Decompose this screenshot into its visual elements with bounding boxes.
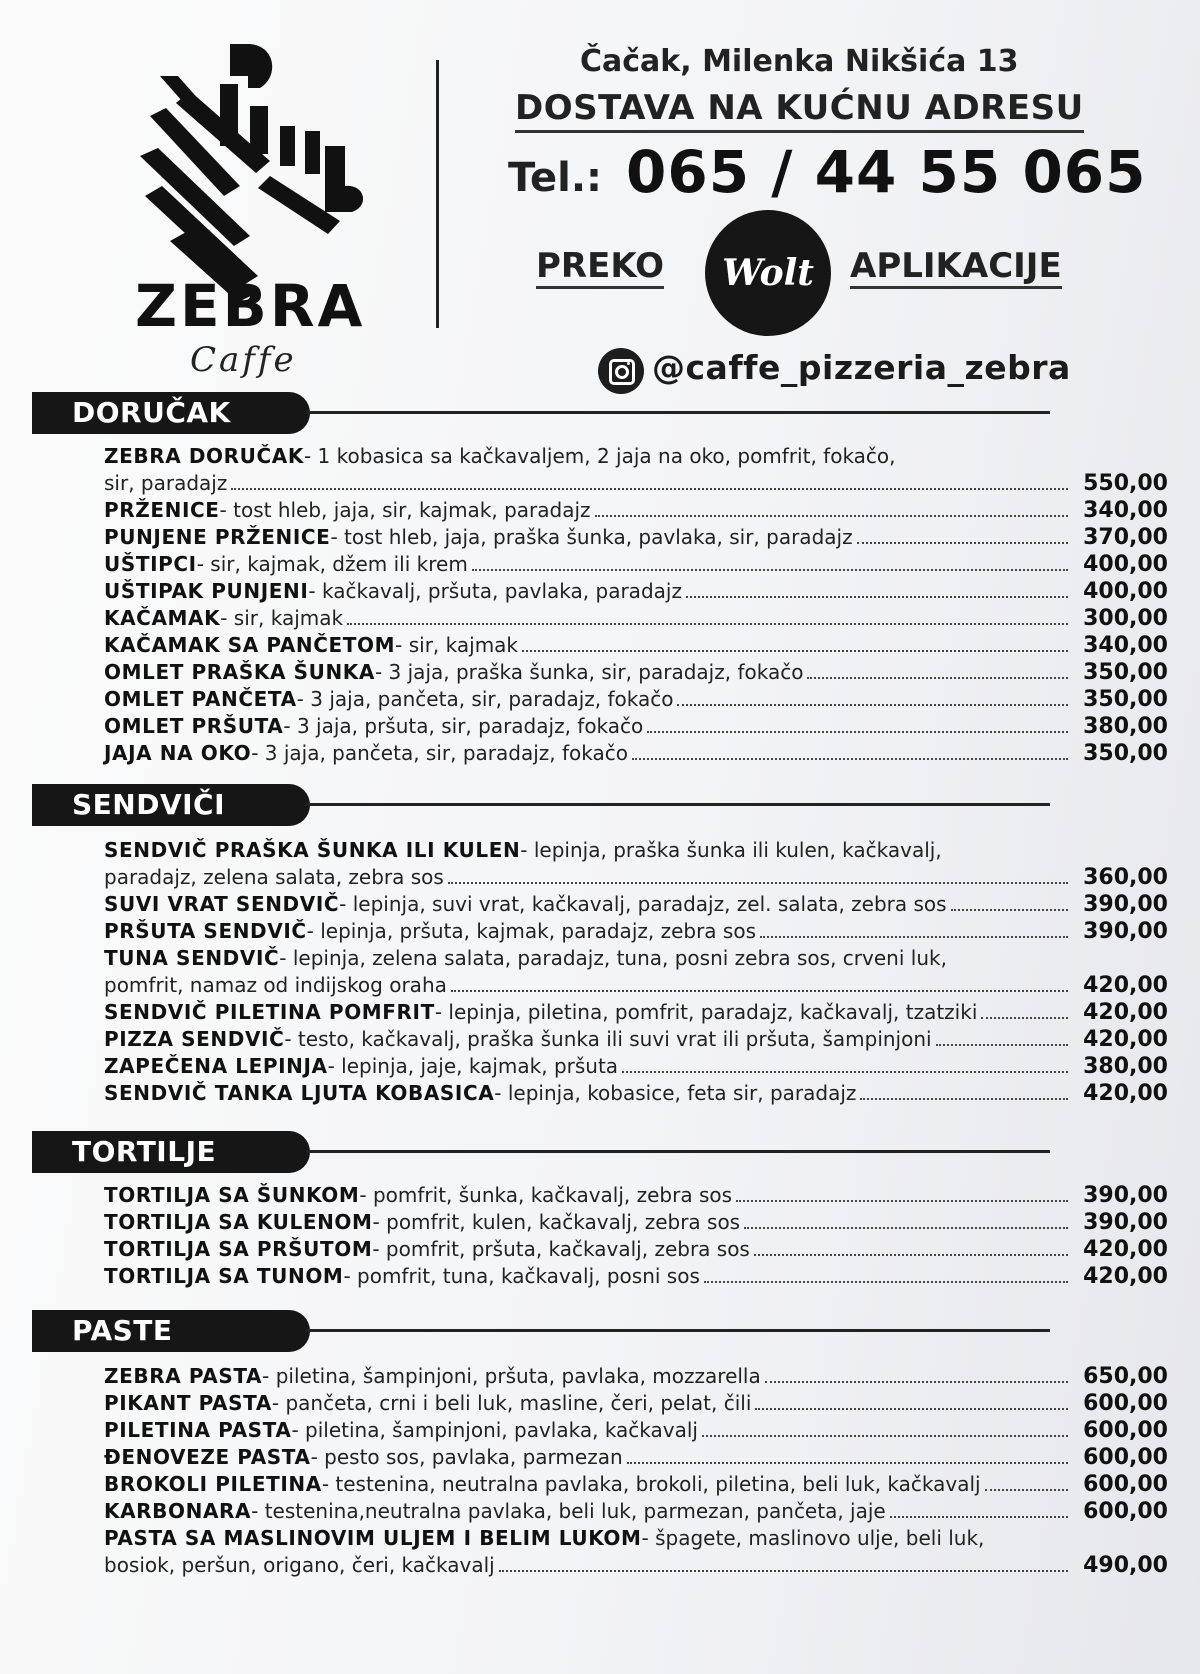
- menu-item-price: 380,00: [1083, 714, 1168, 739]
- section-title: PASTE: [72, 1314, 173, 1347]
- menu-item-name: OMLET PANČETA: [104, 687, 297, 711]
- menu-item-line: [104, 470, 1168, 497]
- menu-item: [104, 1026, 1168, 1053]
- menu-item-price: 350,00: [1083, 687, 1168, 712]
- menu-item-line: [104, 1552, 1168, 1579]
- menu-item-price: 490,00: [1083, 1553, 1168, 1578]
- dot-leader: [981, 1017, 1068, 1019]
- menu-item: [104, 891, 1168, 918]
- menu-item: [104, 1498, 1168, 1525]
- menu-item-line: [104, 686, 1168, 713]
- wolt-app-text: APLIKACIJE: [850, 246, 1062, 289]
- menu-item-description: - tost hleb, jaja, sir, kajmak, paradajz: [219, 498, 591, 522]
- menu-item: [104, 1390, 1168, 1417]
- menu-item-price: 600,00: [1083, 1391, 1168, 1416]
- menu-item-price: 420,00: [1083, 1027, 1168, 1052]
- dot-leader: [755, 1408, 1068, 1410]
- menu-item-name: UŠTIPCI: [104, 552, 197, 576]
- section-rule: [306, 411, 1050, 414]
- menu-item-line: [104, 918, 1168, 945]
- menu-item: [104, 1080, 1168, 1107]
- menu-item-price: 600,00: [1083, 1499, 1168, 1524]
- dot-leader: [951, 909, 1068, 911]
- menu-item-line: [104, 837, 1168, 864]
- menu-item-description: - 3 jaja, pančeta, sir, paradajz, fokačo: [251, 741, 628, 765]
- section-title: SENDVIČI: [72, 788, 226, 821]
- menu-item-description: - lepinja, kobasice, feta sir, paradajz: [494, 1081, 857, 1105]
- menu-item-name: TORTILJA SA PRŠUTOM: [104, 1237, 373, 1261]
- menu-item-description: - 3 jaja, pršuta, sir, paradajz, fokačo: [283, 714, 644, 738]
- dot-leader: [890, 1516, 1068, 1518]
- dot-leader: [448, 882, 1068, 884]
- menu-item-line: [104, 945, 1168, 972]
- menu-item-description: - testenina,neutralna pavlaka, beli luk, parmezan, pančeta, jaje: [251, 1499, 886, 1523]
- menu-item-price: 390,00: [1083, 892, 1168, 917]
- section-rule: [306, 803, 1050, 806]
- menu-item-name: ĐENOVEZE PASTA: [104, 1445, 311, 1469]
- menu-item-price: 650,00: [1083, 1364, 1168, 1389]
- menu-item: [104, 918, 1168, 945]
- menu-item-line: [104, 740, 1168, 767]
- menu-item-description: - piletina, šampinjoni, pršuta, pavlaka, mozzarella: [262, 1364, 761, 1388]
- menu-item-description-cont: bosiok, peršun, origano, čeri, kačkavalj: [104, 1553, 495, 1577]
- menu-item: [104, 605, 1168, 632]
- menu-item: [104, 497, 1168, 524]
- dot-leader: [522, 650, 1068, 652]
- dot-leader: [702, 1435, 1068, 1437]
- menu-item-line: [104, 713, 1168, 740]
- phone-label: Tel.:: [508, 155, 603, 201]
- menu-item-price: 400,00: [1083, 579, 1168, 604]
- menu-item-price: 390,00: [1083, 919, 1168, 944]
- dot-leader: [760, 936, 1068, 938]
- menu-item-price: 420,00: [1083, 1237, 1168, 1262]
- menu-item-list: [104, 1363, 1168, 1579]
- menu-item-description: - 3 jaja, praška šunka, sir, paradajz, fokačo: [374, 660, 804, 684]
- menu-item-description: - lepinja, piletina, pomfrit, paradajz, kačkavalj, tzatziki: [434, 1000, 978, 1024]
- menu-item-name: PIKANT PASTA: [104, 1391, 272, 1415]
- menu-item-line: [104, 1236, 1168, 1263]
- menu-item-line: [104, 1363, 1168, 1390]
- menu-item-price: 600,00: [1083, 1418, 1168, 1443]
- menu-item-line: [104, 1026, 1168, 1053]
- menu-item-price: 360,00: [1083, 865, 1168, 890]
- menu-item-line: [104, 864, 1168, 891]
- dot-leader: [451, 990, 1068, 992]
- menu-item-line: [104, 1080, 1168, 1107]
- dot-leader: [647, 731, 1068, 733]
- menu-item: [104, 740, 1168, 767]
- menu-item-name: ZEBRA PASTA: [104, 1364, 263, 1388]
- menu-item-price: 380,00: [1083, 1054, 1168, 1079]
- dot-leader: [936, 1044, 1068, 1046]
- menu-item-name: SENDVIČ TANKA LJUTA KOBASICA: [104, 1081, 495, 1105]
- section-title: DORUČAK: [72, 396, 231, 429]
- menu-item: [104, 1525, 1168, 1579]
- dot-leader: [347, 623, 1068, 625]
- menu-item: [104, 837, 1168, 891]
- menu-item-description: - tost hleb, jaja, praška šunka, pavlaka, sir, paradajz: [330, 525, 853, 549]
- menu-item-line: [104, 1209, 1168, 1236]
- menu-item-name: SUVI VRAT SENDVIČ: [104, 892, 340, 916]
- menu-section: [0, 1131, 1200, 1289]
- menu-item-name: TORTILJA SA KULENOM: [104, 1210, 373, 1234]
- menu-item-description: - pomfrit, šunka, kačkavalj, zebra sos: [359, 1183, 733, 1207]
- menu-item: [104, 1263, 1168, 1290]
- menu-item: [104, 524, 1168, 551]
- menu-item-name: SENDVIČ PILETINA POMFRIT: [104, 1000, 435, 1024]
- menu-item-price: 550,00: [1083, 471, 1168, 496]
- menu-item-description: - pomfrit, pršuta, kačkavalj, zebra sos: [372, 1237, 750, 1261]
- menu-item-description: - pančeta, crni i beli luk, masline, čeri, pelat, čili: [271, 1391, 752, 1415]
- menu-item-description: - lepinja, praška šunka ili kulen, kačkavalj,: [520, 838, 942, 862]
- menu-item-price: 400,00: [1083, 552, 1168, 577]
- menu-item: [104, 1417, 1168, 1444]
- menu-item-name: ZEBRA DORUČAK: [104, 444, 304, 468]
- menu-item-line: [104, 1390, 1168, 1417]
- dot-leader: [744, 1227, 1068, 1229]
- menu-item-description: - 1 kobasica sa kačkavaljem, 2 jaja na oko, pomfrit, fokačo,: [303, 444, 896, 468]
- menu-item: [104, 945, 1168, 999]
- menu-item-price: 340,00: [1083, 633, 1168, 658]
- dot-leader: [754, 1254, 1068, 1256]
- address: Čačak, Milenka Nikšića 13: [580, 44, 1019, 79]
- section-rule: [306, 1329, 1050, 1332]
- menu-item: [104, 659, 1168, 686]
- menu-item-name: KARBONARA: [104, 1499, 252, 1523]
- menu-item-description: - piletina, šampinjoni, pavlaka, kačkavalj: [291, 1418, 698, 1442]
- menu-item: [104, 1236, 1168, 1263]
- menu-item: [104, 686, 1168, 713]
- menu-item-price: 420,00: [1083, 1264, 1168, 1289]
- menu-item-line: [104, 1053, 1168, 1080]
- menu-item-price: 420,00: [1083, 973, 1168, 998]
- menu-item-price: 390,00: [1083, 1210, 1168, 1235]
- dot-leader: [857, 542, 1068, 544]
- menu-item-list: [104, 1182, 1168, 1290]
- dot-leader: [472, 569, 1068, 571]
- menu-item: [104, 1209, 1168, 1236]
- menu-item-name: TORTILJA SA TUNOM: [104, 1264, 344, 1288]
- menu-item-line: [104, 1525, 1168, 1552]
- menu-item-description: - lepinja, pršuta, kajmak, paradajz, zebra sos: [306, 919, 756, 943]
- menu-item: [104, 443, 1168, 497]
- dot-leader: [632, 758, 1068, 760]
- menu-item-line: [104, 632, 1168, 659]
- dot-leader: [677, 704, 1068, 706]
- menu-item-name: KAČAMAK: [104, 606, 221, 630]
- menu-item-description: - pomfrit, tuna, kačkavalj, posni sos: [343, 1264, 700, 1288]
- delivery-notice: DOSTAVA NA KUĆNU ADRESU: [515, 88, 1084, 133]
- menu-item-description-cont: paradajz, zelena salata, zebra sos: [104, 865, 444, 889]
- menu-item-price: 600,00: [1083, 1445, 1168, 1470]
- menu-item-description: - špagete, maslinovo ulje, beli luk,: [641, 1526, 985, 1550]
- menu-item: [104, 1363, 1168, 1390]
- menu-item-price: 350,00: [1083, 660, 1168, 685]
- dot-leader: [765, 1381, 1068, 1383]
- menu-item-description-cont: pomfrit, namaz od indijskog oraha: [104, 973, 447, 997]
- menu-item: [104, 632, 1168, 659]
- menu-item-name: ZAPEČENA LEPINJA: [104, 1054, 328, 1078]
- menu-item-line: [104, 605, 1168, 632]
- menu-item-line: [104, 1182, 1168, 1209]
- brand-name: ZEBRA: [135, 272, 366, 340]
- menu-item-name: BROKOLI PILETINA: [104, 1472, 322, 1496]
- menu-item-price: 350,00: [1083, 741, 1168, 766]
- menu-item-name: KAČAMAK SA PANČETOM: [104, 633, 396, 657]
- dot-leader: [595, 515, 1068, 517]
- menu-item-description: - sir, kajmak: [220, 606, 344, 630]
- menu-item-line: [104, 1263, 1168, 1290]
- menu-item-price: 420,00: [1083, 1081, 1168, 1106]
- menu-item-description: - pomfrit, kulen, kačkavalj, zebra sos: [372, 1210, 741, 1234]
- section-header: [0, 392, 1200, 434]
- menu-item-name: PIZZA SENDVIČ: [104, 1027, 285, 1051]
- menu-item-list: [104, 837, 1168, 1107]
- dot-leader: [627, 1462, 1068, 1464]
- phone-number[interactable]: 065 / 44 55 065: [626, 138, 1147, 206]
- menu-item-price: 340,00: [1083, 498, 1168, 523]
- menu-item-name: OMLET PRŠUTA: [104, 714, 284, 738]
- menu-item-description: - kačkavalj, pršuta, pavlaka, paradajz: [308, 579, 682, 603]
- section-header: [0, 784, 1200, 826]
- menu-item-line: [104, 1471, 1168, 1498]
- menu-item-description: - lepinja, zelena salata, paradajz, tuna, posni zebra sos, crveni luk,: [279, 946, 947, 970]
- dot-leader: [622, 1071, 1068, 1073]
- menu-item-line: [104, 1444, 1168, 1471]
- menu-item: [104, 578, 1168, 605]
- menu-item-name: OMLET PRAŠKA ŠUNKA: [104, 660, 375, 684]
- dot-leader: [231, 488, 1068, 490]
- menu-item-line: [104, 443, 1168, 470]
- brand-subtitle: Caffe: [190, 340, 297, 380]
- dot-leader: [985, 1489, 1068, 1491]
- dot-leader: [499, 1570, 1068, 1572]
- menu-item-name: PRŽENICE: [104, 498, 220, 522]
- menu-item: [104, 1182, 1168, 1209]
- menu-item: [104, 551, 1168, 578]
- menu-item-line: [104, 497, 1168, 524]
- menu-item: [104, 1471, 1168, 1498]
- section-rule: [306, 1150, 1050, 1153]
- dot-leader: [736, 1200, 1068, 1202]
- menu-section: [0, 392, 1200, 766]
- section-title: TORTILJE: [72, 1135, 217, 1168]
- dot-leader: [807, 677, 1068, 679]
- menu-section: [0, 784, 1200, 1106]
- menu-item-description: - pesto sos, pavlaka, parmezan: [310, 1445, 623, 1469]
- dot-leader: [686, 596, 1068, 598]
- menu-item-line: [104, 578, 1168, 605]
- menu-item-description: - lepinja, suvi vrat, kačkavalj, paradajz, zel. salata, zebra sos: [339, 892, 947, 916]
- section-header: [0, 1310, 1200, 1352]
- menu-item-description: - testo, kačkavalj, praška šunka ili suvi vrat ili pršuta, šampinjoni: [284, 1027, 932, 1051]
- menu-item-line: [104, 659, 1168, 686]
- menu-item-name: PASTA SA MASLINOVIM ULJEM I BELIM LUKOM: [104, 1526, 642, 1550]
- header-divider: [436, 60, 439, 328]
- menu-item-line: [104, 524, 1168, 551]
- menu-section: [0, 1310, 1200, 1578]
- menu-item-name: SENDVIČ PRAŠKA ŠUNKA ILI KULEN: [104, 838, 521, 862]
- menu-item-list: [104, 443, 1168, 767]
- menu-item-description-cont: sir, paradajz: [104, 471, 228, 495]
- menu-item-price: 420,00: [1083, 1000, 1168, 1025]
- dot-leader: [860, 1098, 1068, 1100]
- wolt-logo-text: Wolt: [722, 252, 814, 294]
- menu-item: [104, 713, 1168, 740]
- menu-item-name: PUNJENE PRŽENICE: [104, 525, 331, 549]
- menu-item-description: - sir, kajmak, džem ili krem: [196, 552, 468, 576]
- menu-item-line: [104, 891, 1168, 918]
- menu-item: [104, 999, 1168, 1026]
- menu-item-price: 370,00: [1083, 525, 1168, 550]
- menu-item-line: [104, 1417, 1168, 1444]
- menu-item-name: TUNA SENDVIČ: [104, 946, 280, 970]
- wolt-via-text: PREKO: [536, 246, 664, 289]
- menu-item-price: 300,00: [1083, 606, 1168, 631]
- menu-item-description: - testenina, neutralna pavlaka, brokoli, piletina, beli luk, kačkavalj: [321, 1472, 981, 1496]
- dot-leader: [704, 1281, 1068, 1283]
- menu-item: [104, 1053, 1168, 1080]
- menu-item-line: [104, 551, 1168, 578]
- menu-item-line: [104, 999, 1168, 1026]
- menu-item-name: PILETINA PASTA: [104, 1418, 292, 1442]
- menu-item-name: PRŠUTA SENDVIČ: [104, 919, 307, 943]
- menu-item-name: UŠTIPAK PUNJENI: [104, 579, 309, 603]
- wolt-logo: [705, 210, 831, 336]
- menu-item-name: JAJA NA OKO: [104, 741, 252, 765]
- section-header: [0, 1131, 1200, 1173]
- menu-item-price: 600,00: [1083, 1472, 1168, 1497]
- instagram-handle[interactable]: @caffe_pizzeria_zebra: [652, 348, 1071, 387]
- menu-item-description: - sir, kajmak: [395, 633, 519, 657]
- menu-item-line: [104, 972, 1168, 999]
- menu-item-name: TORTILJA SA ŠUNKOM: [104, 1183, 360, 1207]
- instagram-icon: [598, 348, 644, 394]
- menu-item-line: [104, 1498, 1168, 1525]
- menu-item-description: - 3 jaja, pančeta, sir, paradajz, fokačo: [296, 687, 674, 711]
- menu-item-description: - lepinja, jaje, kajmak, pršuta: [327, 1054, 619, 1078]
- menu-item: [104, 1444, 1168, 1471]
- menu-item-price: 390,00: [1083, 1183, 1168, 1208]
